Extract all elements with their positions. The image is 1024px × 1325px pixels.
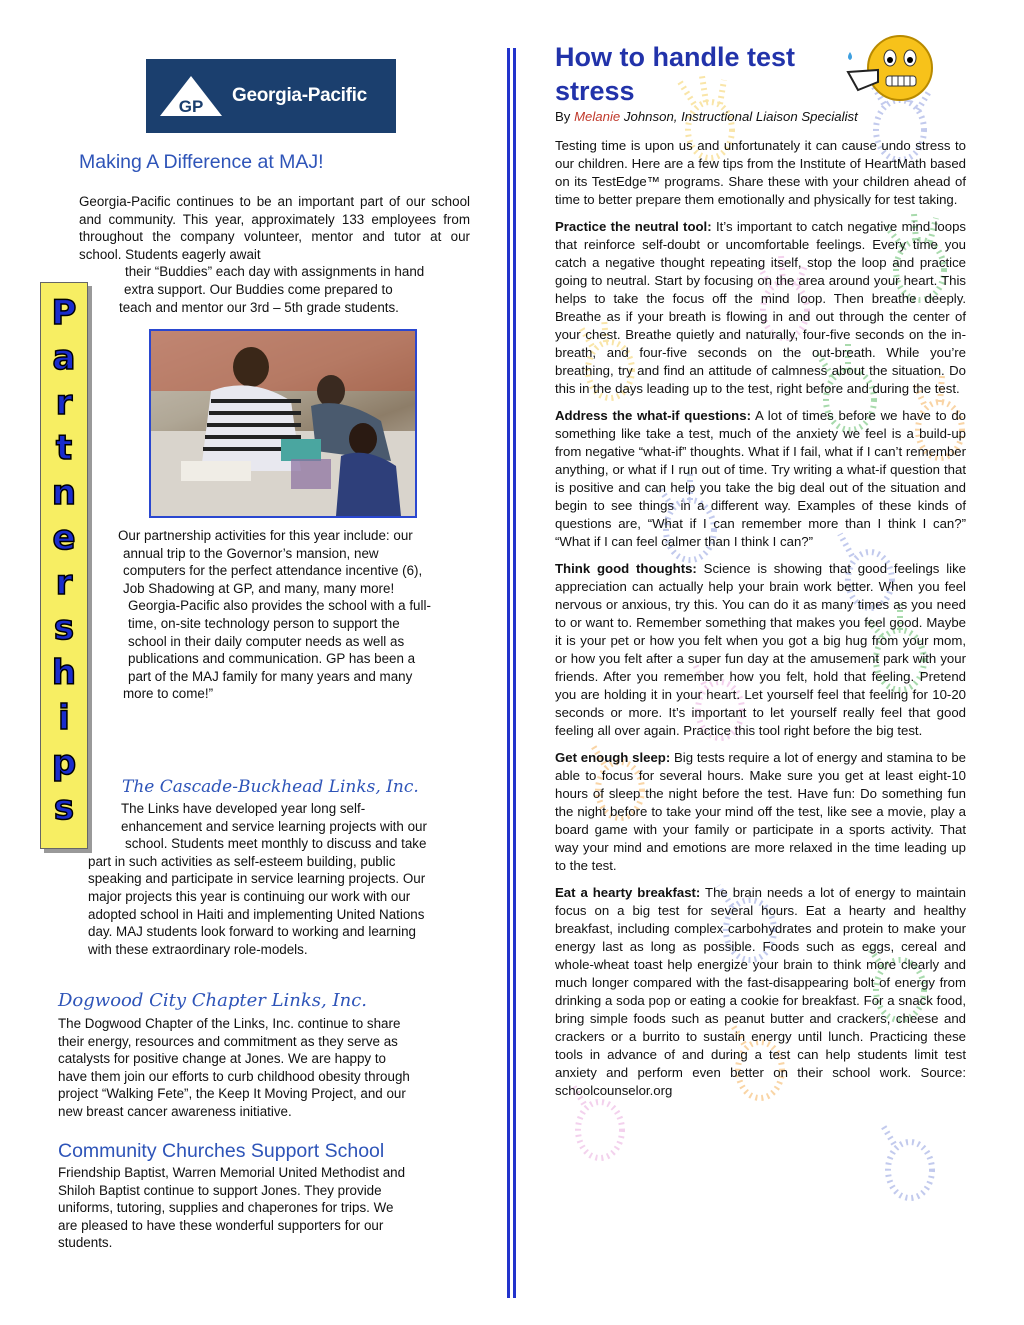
partnership-line: Job Shadowing at GP, and many, many more! <box>123 580 395 596</box>
banner-letter: p <box>51 743 77 783</box>
dogwood-line: catalysts for positive change at Jones. We are happy to <box>58 1051 387 1067</box>
byline-prefix: By <box>555 109 575 124</box>
tip-text: Science is showing that good feelings like appreciation can actually help your brain work better. When you feel nervous or anxious, try this. You can do it as many times as you need to or want to. Remember something that makes you feel good. Maybe it is your pet or how you felt when you got a big hug from your mom, or how you felt after a super fun day at the amusement park with your friends. After you remember how you felt, hold that feeling. Pretend you are holding it in your heart. Let yourself feel that feeling for 10-20 seconds or more. It’s important to let yourself really feel that good feeling all over again. Practice this tool right before the big test. <box>555 561 966 738</box>
cascade-links-body <box>88 800 483 958</box>
partnership-line: annual trip to the Governor’s mansion, new <box>123 545 379 561</box>
title-line: stress <box>555 76 635 106</box>
tip-sleep <box>555 749 966 875</box>
banner-letter: r <box>55 383 73 423</box>
partnership-line: publications and communication. GP has been a <box>128 651 416 667</box>
links-line: enhancement and service learning projects with our <box>121 818 427 834</box>
churches-line: uniforms, tutoring, supplies and chaperones for trips. We <box>58 1200 394 1216</box>
community-churches-body <box>58 1164 478 1252</box>
photo-illustration <box>151 331 415 516</box>
banner-letter: e <box>52 518 76 558</box>
tip-what-if <box>555 407 966 551</box>
column-divider <box>507 48 510 1298</box>
links-line: adopted school in Haiti and implementing United Nations <box>88 906 425 922</box>
making-difference-heading: Making A Difference at MAJ! <box>79 151 324 173</box>
gp-intro-line: their “Buddies” each day with assignments in hand <box>125 264 425 280</box>
gp-intro-line: extra support. Our Buddies come prepared to <box>124 281 393 297</box>
tip-text: Big tests require a lot of energy and stamina to be able to focus for several hours. Make sure you get at least eight-10 hours of sleep the night before the test. Have fun: Do something fun the night before to take your mind off the test, like see a movie, play a board game with your family or participate in a sports activity. That way your mind and emotions are more relaxed in the time leading up to the test. <box>555 750 966 873</box>
georgia-pacific-logo <box>146 59 396 133</box>
churches-line: Friendship Baptist, Warren Memorial United Methodist and <box>58 1165 406 1180</box>
byline-name: Melanie <box>574 109 621 124</box>
title-line: How to handle test <box>555 42 796 72</box>
partnership-line: computers for the perfect attendance incentive (6), <box>123 563 423 579</box>
links-line: speaking and participate in service learning projects. Our <box>88 871 426 887</box>
dogwood-line: project “Walking Fete”, the Keep It Moving Project, and our <box>58 1086 406 1102</box>
tip-heading: Eat a hearty breakfast: <box>555 885 701 900</box>
churches-line: Shiloh Baptist continue to support Jones. They provide <box>58 1182 382 1198</box>
partnership-line: part of the MAJ family for many years and many <box>128 668 413 684</box>
dogwood-line: The Dogwood Chapter of the Links, Inc. continue to share <box>58 1016 401 1031</box>
cascade-links-heading: The Cascade-Buckhead Links, Inc. <box>122 777 419 797</box>
byline-rest: Johnson, Instructional Liaison Specialist <box>620 109 858 124</box>
dogwood-line: have them join our efforts to curb childhood obesity through <box>58 1068 410 1084</box>
partnerships-vertical-banner <box>40 282 88 849</box>
dogwood-line: new breast cancer awareness initiative. <box>58 1103 292 1119</box>
churches-line: students. <box>58 1235 113 1251</box>
dogwood-links-heading: Dogwood City Chapter Links, Inc. <box>58 990 367 1011</box>
worried-face-icon <box>840 30 940 110</box>
dogwood-line: their energy, resources and commitment as they serve as <box>58 1033 398 1049</box>
gp-mark-text: GP <box>178 97 204 116</box>
partnership-line: time, on-site technology person to support the <box>128 615 400 631</box>
banner-letter: t <box>55 428 73 468</box>
tip-heading: Address the what-if questions: <box>555 408 751 423</box>
tip-text: The brain needs a lot of energy to maintain focus on a big test for several hours. Eat a hearty and healthy breakfast, including complex carbohydrates and protein to make your energy last as long as possible. Foods such as eggs, cereal and whole-wheat toast help energize your brain to think more clearly and much longer compared with the fast-disappearing bolt of energy from drinking a soda pop or eating a cookie for breakfast. For a snack food, bring simple foods such as peanut butter and crackers, cheese and crackers or a burrito to sustain energy until lunch. Practicing these tools in advance of and during a test can help students limit test anxiety and perform even better on their school work. Source: schoolcounselor.org <box>555 885 966 1098</box>
gp-intro-line: teach and mentor our 3rd – 5th grade students. <box>119 299 399 315</box>
banner-letter: s <box>53 608 75 648</box>
tip-neutral-tool <box>555 218 966 398</box>
links-line: school. Students meet monthly to discuss and take <box>125 836 427 852</box>
tip-heading: Get enough sleep: <box>555 750 671 765</box>
community-churches-heading: Community Churches Support School <box>58 1140 385 1162</box>
logo-text: Georgia-Pacific <box>232 85 367 106</box>
test-stress-article <box>555 137 966 1109</box>
links-line: part in such activities as self-esteem building, public <box>88 853 396 869</box>
banner-letter: r <box>55 563 73 603</box>
tip-text: It’s important to catch negative mind loops that reinforce self-doubt or uncomfortable feelings. Every time you catch a negative thought repeating itself, stop the loop and practice going to neutral. Start by focusing on the area around your heart. This helps to take the focus off the mind loop. Then breathe deeply. Breathe as if your breath is flowing in and out through the center of your chest. Breathe quietly and naturally, four-five seconds on the in-breath, and four-five seconds on the out-breath. While you’re breathing, try and find an attitude of calmness about the situation. Do this in the days leading up to the test, right before and during the test. <box>555 219 967 396</box>
partnership-line: Georgia-Pacific also provides the school with a full- <box>128 598 431 614</box>
tip-heading: Practice the neutral tool: <box>555 219 712 234</box>
churches-line: are pleased to have these wonderful supporters for our <box>58 1217 384 1233</box>
tip-breakfast <box>555 884 966 1100</box>
links-line: day. MAJ students look forward to working and learning <box>88 924 416 940</box>
partnership-line: more to come!” <box>123 686 214 702</box>
banner-letter: h <box>51 653 77 693</box>
banner-letter: s <box>53 788 75 828</box>
partnership-line: school in their daily computer needs as well as <box>128 633 405 649</box>
test-stress-title <box>555 40 795 108</box>
links-line: with these extraordinary role-models. <box>88 941 308 957</box>
tip-good-thoughts <box>555 560 966 740</box>
banner-letter: i <box>58 698 70 738</box>
column-divider <box>513 48 516 1298</box>
partnership-activities <box>118 527 478 703</box>
tip-text: A lot of times before we have to do something like take a test, much of the anxiety we feel is a build-up from negative “what-if” thoughts. What if I fail, what if I can’t remember anything, or what if I run out of time. Try writing a what-if question that is positive and can help you take the big deal out of the situation and begin to see things in a different way. Examples of these kinds of questions are, “What if I can remember more than I think I can?” “What if I can feel calmer than I think I can?” <box>555 408 967 549</box>
banner-letter: P <box>51 293 77 333</box>
gp-intro <box>79 193 470 316</box>
banner-letter: a <box>52 338 76 378</box>
banner-letter: n <box>51 473 77 513</box>
links-line: major projects this year is continuing our work with our <box>88 888 411 904</box>
partnership-line: Our partnership activities for this year include: our <box>118 528 413 543</box>
gp-intro-line: Georgia-Pacific continues to be an important part of our school and community. This year, approximately 133 employees from throughout the company volunteer, mentor and tutor at our school. Students eagerly await <box>79 194 470 262</box>
links-line: The Links have developed year long self- <box>121 801 366 816</box>
article-intro: Testing time is upon us and unfortunately it can cause undo stress to our children. Here are a few tips from the Institute of HeartMath based on its TestEdge™ programs. Share these with your children ahead of time to better prepare them emotionally and physically for test taking. <box>555 138 966 207</box>
tip-heading: Think good thoughts: <box>555 561 697 576</box>
dogwood-links-body <box>58 1015 478 1121</box>
byline <box>555 108 858 125</box>
tutoring-photo <box>149 329 417 518</box>
gp-triangle-mark <box>158 74 224 118</box>
